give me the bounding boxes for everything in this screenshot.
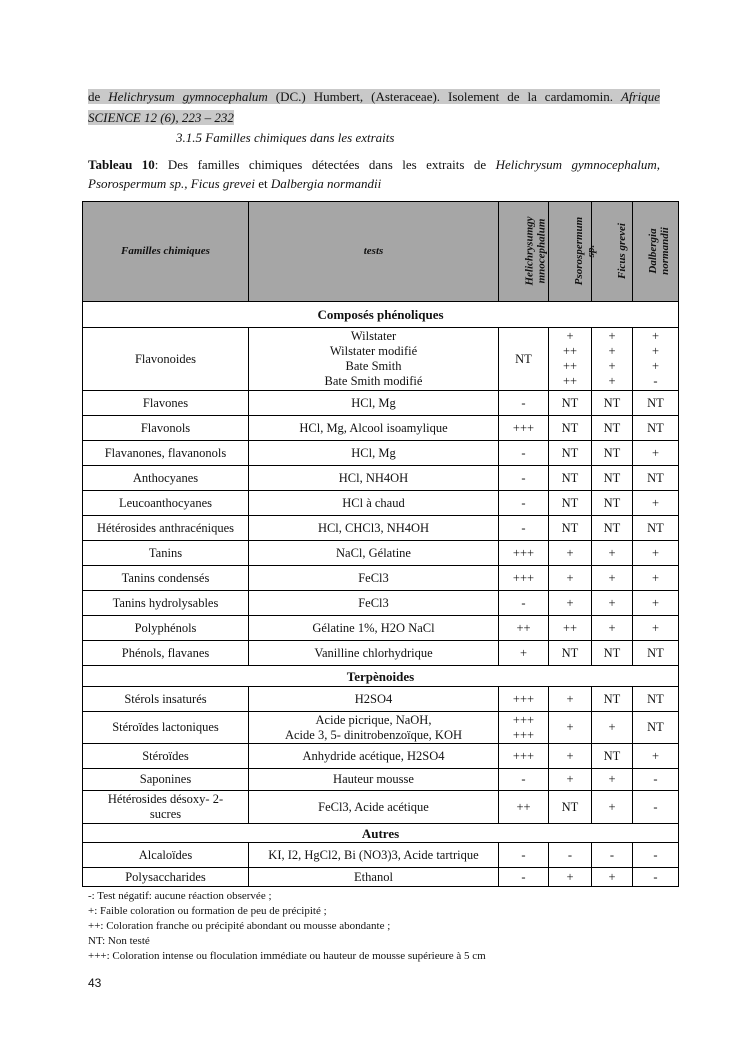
helichrysum-cell: -	[499, 491, 549, 516]
header-dalbergia: Dalbergia normandii	[633, 202, 679, 302]
table-header-row	[83, 202, 679, 302]
test-cell: HCl, CHCl3, NH4OH	[249, 516, 499, 541]
family-cell: Flavanones, flavanonols	[83, 441, 249, 466]
helichrysum-cell: +++	[499, 541, 549, 566]
ficus-cell: +	[592, 868, 633, 887]
dalbergia-cell: -	[633, 868, 679, 887]
test-cell: Wilstater Wilstater modifié Bate Smith Bate Smith modifié	[249, 328, 499, 391]
table-row	[83, 744, 679, 769]
helichrysum-cell: -	[499, 591, 549, 616]
ficus-cell: + + + +	[592, 328, 633, 391]
dalbergia-cell: NT	[633, 641, 679, 666]
ficus-cell: +	[592, 616, 633, 641]
ficus-cell: +	[592, 769, 633, 791]
dalbergia-cell: +	[633, 744, 679, 769]
helichrysum-cell: -	[499, 391, 549, 416]
table-row	[83, 687, 679, 712]
dalbergia-cell: NT	[633, 416, 679, 441]
family-cell: Phénols, flavanes	[83, 641, 249, 666]
header-helichrysum: Helichrysumgy mnocephalum	[499, 202, 549, 302]
test-cell: H2SO4	[249, 687, 499, 712]
ficus-cell: +	[592, 566, 633, 591]
table-row	[83, 591, 679, 616]
family-cell: Tanins condensés	[83, 566, 249, 591]
helichrysum-cell: +++	[499, 566, 549, 591]
ficus-cell: NT	[592, 744, 633, 769]
psorospermum-cell: NT	[549, 791, 592, 824]
ficus-cell: NT	[592, 416, 633, 441]
helichrysum-cell: +++	[499, 687, 549, 712]
table-row	[83, 441, 679, 466]
legend-item: NT: Non testé	[88, 935, 150, 947]
family-cell: Saponines	[83, 769, 249, 791]
family-cell: Stérols insaturés	[83, 687, 249, 712]
cite-species: Helichrysum gymnocephalum	[108, 89, 268, 104]
dalbergia-cell: +	[633, 541, 679, 566]
helichrysum-cell: -	[499, 868, 549, 887]
test-cell: Acide picrique, NaOH, Acide 3, 5- dinitrobenzoïque, KOH	[249, 712, 499, 744]
psorospermum-cell: NT	[549, 416, 592, 441]
ficus-cell: NT	[592, 441, 633, 466]
psorospermum-cell: +	[549, 687, 592, 712]
dalbergia-cell: -	[633, 843, 679, 868]
table-row	[83, 391, 679, 416]
psorospermum-cell: +	[549, 868, 592, 887]
test-cell: HCl, Mg, Alcool isoamylique	[249, 416, 499, 441]
dalbergia-cell: NT	[633, 687, 679, 712]
helichrysum-cell: -	[499, 769, 549, 791]
test-cell: FeCl3, Acide acétique	[249, 791, 499, 824]
helichrysum-cell: +++ +++	[499, 712, 549, 744]
psorospermum-cell: ++	[549, 616, 592, 641]
ficus-cell: -	[592, 843, 633, 868]
table-row	[83, 769, 679, 791]
psorospermum-cell: NT	[549, 641, 592, 666]
psorospermum-cell: +	[549, 541, 592, 566]
legend-item: ++: Coloration franche ou précipité abondant ou mousse abondante ;	[88, 920, 391, 932]
section-label: Terpènoides	[83, 666, 679, 687]
psorospermum-cell: +	[549, 744, 592, 769]
test-cell: Gélatine 1%, H2O NaCl	[249, 616, 499, 641]
section-label: Composés phénoliques	[83, 302, 679, 328]
table-row	[83, 416, 679, 441]
family-cell: Flavones	[83, 391, 249, 416]
psorospermum-cell: NT	[549, 466, 592, 491]
table-row	[83, 868, 679, 887]
table-row	[83, 712, 679, 744]
psorospermum-cell: NT	[549, 491, 592, 516]
psorospermum-cell: +	[549, 712, 592, 744]
table-row	[83, 466, 679, 491]
psorospermum-cell: NT	[549, 516, 592, 541]
family-cell: Polyphénols	[83, 616, 249, 641]
caption-label: Tableau 10	[88, 157, 155, 172]
section-row-autres	[83, 824, 679, 843]
ficus-cell: NT	[592, 391, 633, 416]
phenol-rows	[83, 391, 679, 666]
helichrysum-cell: +++	[499, 416, 549, 441]
psorospermum-cell: -	[549, 843, 592, 868]
table-row	[83, 641, 679, 666]
family-cell: Stéroïdes	[83, 744, 249, 769]
test-cell: Ethanol	[249, 868, 499, 887]
helichrysum-cell: -	[499, 441, 549, 466]
helichrysum-cell: ++	[499, 791, 549, 824]
test-cell: Vanilline chlorhydrique	[249, 641, 499, 666]
table-row	[83, 566, 679, 591]
psorospermum-cell: +	[549, 566, 592, 591]
family-cell: Flavonoides	[83, 328, 249, 391]
family-cell: Polysaccharides	[83, 868, 249, 887]
dalbergia-cell: NT	[633, 516, 679, 541]
family-cell: Leucoanthocyanes	[83, 491, 249, 516]
test-cell: FeCl3	[249, 591, 499, 616]
dalbergia-cell: +	[633, 566, 679, 591]
test-cell: HCl, Mg	[249, 391, 499, 416]
caption-text: : Des familles chimiques détectées dans les extraits de	[154, 157, 496, 172]
section-title: 3.1.5 Familles chimiques dans les extraits	[176, 130, 395, 145]
ficus-cell: +	[592, 541, 633, 566]
test-cell: HCl, NH4OH	[249, 466, 499, 491]
ficus-cell: NT	[592, 516, 633, 541]
section-row-terp	[83, 666, 679, 687]
caption-and: et	[254, 176, 271, 191]
section-label: Autres	[83, 824, 679, 843]
table-legend	[88, 889, 486, 964]
table-caption	[88, 155, 660, 193]
helichrysum-cell: +++	[499, 744, 549, 769]
ficus-cell: NT	[592, 641, 633, 666]
cite-text-2: (DC.) Humbert, (Asteraceae). Isolement de la cardamomin.	[267, 89, 621, 104]
test-cell: FeCl3	[249, 566, 499, 591]
section-row-phenol	[83, 302, 679, 328]
legend-item: -: Test négatif: aucune réaction observée ;	[88, 890, 272, 902]
family-cell: Anthocyanes	[83, 466, 249, 491]
dalbergia-cell: +	[633, 491, 679, 516]
header-ficus: Ficus grevei	[592, 202, 633, 302]
test-cell: HCl, Mg	[249, 441, 499, 466]
family-cell: Alcaloïdes	[83, 843, 249, 868]
ficus-cell: +	[592, 712, 633, 744]
test-cell: Hauteur mousse	[249, 769, 499, 791]
dalbergia-cell: +	[633, 616, 679, 641]
header-psorospermum: Psorospermum sp.	[549, 202, 592, 302]
dalbergia-cell: -	[633, 791, 679, 824]
helichrysum-cell: +	[499, 641, 549, 666]
family-cell: Stéroïdes lactoniques	[83, 712, 249, 744]
dalbergia-cell: -	[633, 769, 679, 791]
chemical-families-table	[82, 201, 679, 887]
legend-item: +: Faible coloration ou formation de peu de précipité ;	[88, 905, 327, 917]
cite-text-1: de	[88, 89, 109, 104]
dalbergia-cell: NT	[633, 712, 679, 744]
table-row	[83, 516, 679, 541]
table-row	[83, 791, 679, 824]
helichrysum-cell: -	[499, 516, 549, 541]
family-cell: Flavonols	[83, 416, 249, 441]
table-row	[83, 328, 679, 391]
family-cell: Hétérosides désoxy- 2- sucres	[83, 791, 249, 824]
helichrysum-cell: -	[499, 466, 549, 491]
family-cell: Hétérosides anthracéniques	[83, 516, 249, 541]
dalbergia-cell: NT	[633, 466, 679, 491]
family-cell: Tanins hydrolysables	[83, 591, 249, 616]
header-citation	[88, 86, 660, 128]
table-row	[83, 541, 679, 566]
dalbergia-cell: +	[633, 591, 679, 616]
psorospermum-cell: +	[549, 591, 592, 616]
psorospermum-cell: + ++ ++ ++	[549, 328, 592, 391]
cite-journal: Afrique SCIENCE 12 (6), 223 – 232	[88, 89, 660, 125]
helichrysum-cell: NT	[499, 328, 549, 391]
table-row	[83, 843, 679, 868]
caption-species-2: Dalbergia normandii	[270, 176, 382, 191]
ficus-cell: +	[592, 791, 633, 824]
psorospermum-cell: NT	[549, 391, 592, 416]
caption-species-1: Helichrysum gymnocephalum, Psorospermum sp., Ficus grevei	[88, 157, 660, 191]
ficus-cell: NT	[592, 491, 633, 516]
page-number: 43	[88, 976, 102, 990]
table-row	[83, 491, 679, 516]
header-family: Familles chimiques	[83, 202, 249, 302]
test-cell: KI, I2, HgCl2, Bi (NO3)3, Acide tartrique	[249, 843, 499, 868]
psorospermum-cell: +	[549, 769, 592, 791]
ficus-cell: NT	[592, 687, 633, 712]
ficus-cell: NT	[592, 466, 633, 491]
psorospermum-cell: NT	[549, 441, 592, 466]
dalbergia-cell: NT	[633, 391, 679, 416]
legend-item: +++: Coloration intense ou floculation immédiate ou hauteur de mousse supérieure à 5 cm	[88, 950, 486, 962]
dalbergia-cell: +	[633, 441, 679, 466]
ficus-cell: +	[592, 591, 633, 616]
test-cell: Anhydride acétique, H2SO4	[249, 744, 499, 769]
helichrysum-cell: ++	[499, 616, 549, 641]
family-cell: Tanins	[83, 541, 249, 566]
table-row	[83, 616, 679, 641]
dalbergia-cell: + + + -	[633, 328, 679, 391]
helichrysum-cell: -	[499, 843, 549, 868]
test-cell: NaCl, Gélatine	[249, 541, 499, 566]
header-tests: tests	[249, 202, 499, 302]
test-cell: HCl à chaud	[249, 491, 499, 516]
